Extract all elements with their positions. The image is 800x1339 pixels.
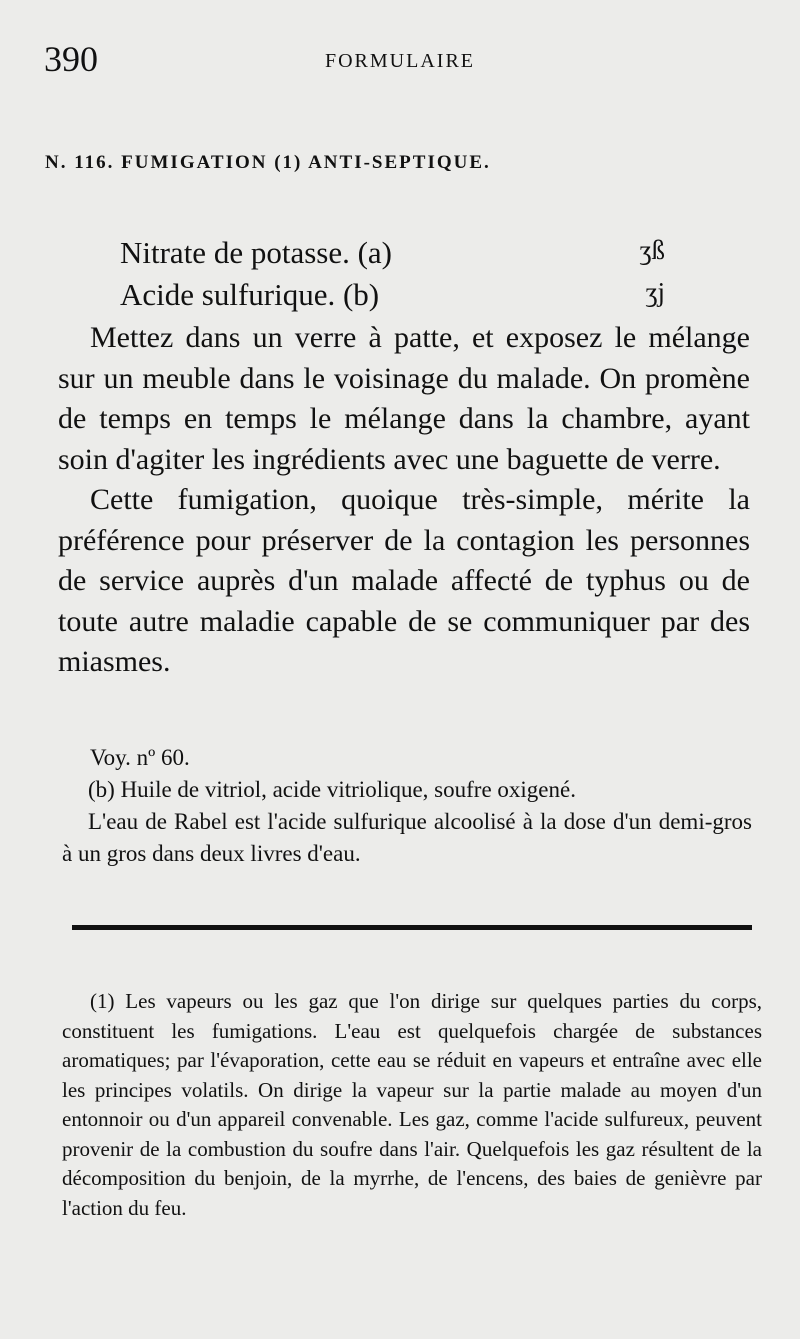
footnote [62,987,762,1223]
ingredient-quantity: ʒj [645,277,665,307]
recipe-notes [62,742,752,870]
footnote-divider [72,925,752,930]
recipe-title: N. 116. FUMIGATION (1) ANTI-SEPTIQUE. [45,152,491,173]
note-b: (b) Huile de vitriol, acide vitriolique, soufre oxigené. [88,777,576,802]
note-c: L'eau de Rabel est l'acide sulfurique alcoolisé à la dose d'un demi-gros à un gros dans deux livres d'eau. [62,809,752,866]
body-paragraph: Mettez dans un verre à patte, et exposez le mélange sur un meuble dans le voisinage du malade. On promène de temps en temps le mélange dans la chambre, ayant soin d'agiter les ingrédients avec une baguette de verre. [58,321,750,476]
note-a: Voy. nº 60. [90,745,190,770]
page-header [40,38,760,88]
running-title: FORMULAIRE [324,50,475,72]
ingredient-name: Acide sulfurique. (b) [120,277,380,312]
ingredient-row [120,277,665,319]
ingredient-quantity: ʒß [639,235,665,265]
recipe-body [58,318,750,683]
footnote-text: (1) Les vapeurs ou les gaz que l'on dirige sur quelques parties du corps, constituent les fumigations. L'eau est quelquefois chargée de substances aromatiques; par l'évaporation, cette eau se réduit en vapeurs et entraîne avec elle les principes volatils. On dirige la vapeur sur la partie malade au moyen d'un entonnoir ou d'un appareil convenable. Les gaz, comme l'acide sulfureux, peuvent provenir de la combustion du soufre dans l'air. Quelquefois les gaz résultent de la décomposition du benjoin, de la myrrhe, de l'encens, des baies de genièvre par l'action du feu. [62,989,762,1220]
body-paragraph: Cette fumigation, quoique très-simple, mérite la préférence pour préserver de la contagion les personnes de service auprès d'un malade affecté de typhus ou de toute autre maladie capable de se communiquer par des miasmes. [58,483,750,678]
ingredient-list [120,235,665,319]
ingredient-name: Nitrate de potasse. (a) [120,235,392,270]
page-number: 390 [44,39,98,79]
ingredient-row [120,235,665,277]
